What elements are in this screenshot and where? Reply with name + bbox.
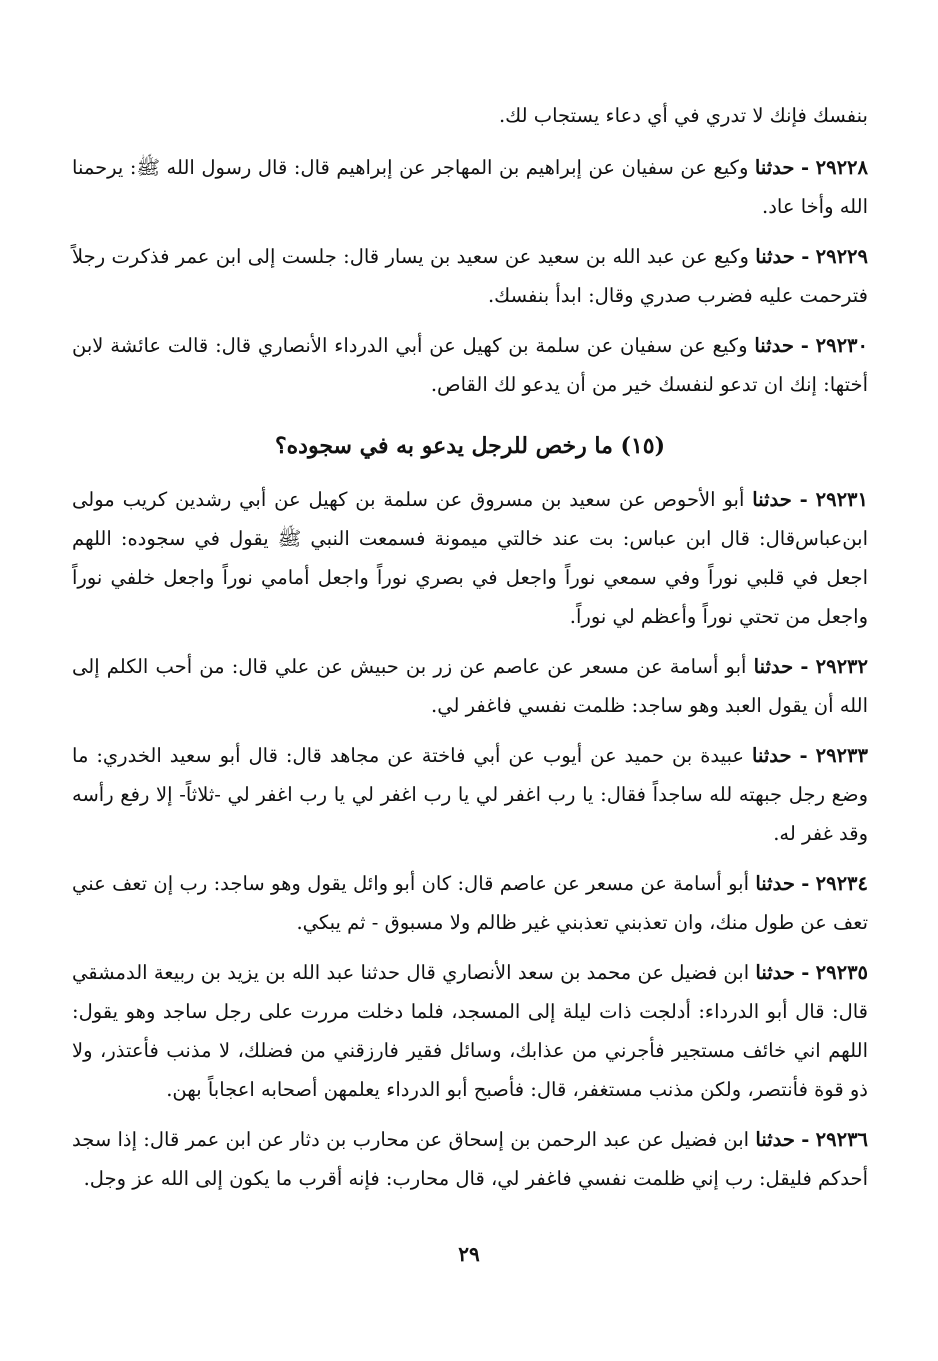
entry-number: ٢٩٢٣٤ (815, 872, 868, 895)
hadith-entry: ٢٩٢٣٣ - حدثنا عبيدة بن حميد عن أيوب عن أبي فاختة عن مجاهد قال: قال أبو سعيد الخدري: ما وضع رجل جبهته لله ساجداً فقال: يا رب اغفر لي يا رب اغفر لي يا رب اغفر لي -ثلاثاً- إلا رفع رأسه وقد غفر له. (72, 744, 868, 845)
hadith-entry: ٢٩٢٣١ - حدثنا أبو الأحوص عن سعيد بن مسروق عن سلمة بن كهيل عن أبي رشدين كريب مولى ابن‌عباس‌قال: قال ابن عباس: بت عند خالتي ميمونة فسمعت النبي ﷺ يقول في سجوده: اللهم اجعل في قلبي نوراً وفي سمعي نوراً واجعل في بصري نوراً واجعل أمامي نوراً واجعل خلفي نوراً واجعل من تحتي نوراً وأعظم لي نوراً. (72, 488, 869, 628)
entries-after (72, 480, 868, 1198)
entry-text: ابن فضيل عن محمد بن سعد الأنصاري قال حدثنا عبد الله بن يزيد بن ربيعة الدمشقي قال: قال أبو الدرداء: أدلجت ذات ليلة إلى المسجد، فلما دخلت مررت على رجل ساجد وهو يقول: اللهم اني خائف مستجير فأجرني من عذابك، وسائل فقير فارزقني من فضلك، لا مذنب فأعتذر، ولا ذو قوة فأنتصر، ولكن مذنب مستغفر، قال: فأصبح أبو الدرداء يعلمهن أصحابه اعجاباً بهن. (72, 961, 868, 1101)
entry-number: ٢٩٢٣٢ (815, 655, 868, 678)
entry-lead: حدثنا (755, 872, 795, 895)
entry-number: ٢٩٢٢٨ (815, 156, 869, 179)
hadith-entry: ٢٩٢٣٥ - حدثنا ابن فضيل عن محمد بن سعد الأنصاري قال حدثنا عبد الله بن يزيد بن ربيعة الدمشقي قال: قال أبو الدرداء: أدلجت ذات ليلة إلى المسجد، فلما دخلت مررت على رجل ساجد وهو يقول: اللهم اني خائف مستجير فأجرني من عذابك، وسائل فقير فارزقني من فضلك، لا مذنب فأعتذر، ولا ذو قوة فأنتصر، ولكن مذنب مستغفر، قال: فأصبح أبو الدرداء يعلمهن أصحابه اعجاباً بهن. (72, 961, 869, 1101)
page-body (72, 96, 868, 1209)
entry-text: ابن فضيل عن عبد الرحمن بن إسحاق عن محارب بن دثار عن ابن عمر قال: إذا سجد أحدكم فليقل: رب إني ظلمت نفسي فاغفر لي، قال محارب: فإنه أقرب ما يكون إلى الله عز وجل. (72, 1128, 868, 1190)
entry-text: أبو أسامة عن مسعر عن عاصم عن زر بن حبيش عن علي قال: من أحب الكلم إلى الله أن يقول العبد وهو ساجد: ظلمت نفسي فاغفر لي. (72, 655, 868, 717)
hadith-entry: ٢٩٢٣٦ - حدثنا ابن فضيل عن عبد الرحمن بن إسحاق عن محارب بن دثار عن ابن عمر قال: إذا سجد أحدكم فليقل: رب إني ظلمت نفسي فاغفر لي، قال محارب: فإنه أقرب ما يكون إلى الله عز وجل. (72, 1128, 869, 1190)
entry-number: ٢٩٢٢٩ (815, 245, 868, 268)
entry-lead: حدثنا (755, 245, 795, 268)
entries-before (72, 148, 868, 404)
hadith-entry: ٢٩٢٢٩ - حدثنا وكيع عن عبد الله بن سعيد عن سعيد بن يسار قال: جلست إلى ابن عمر فذكرت رجلاً فترحمت عليه فضرب صدري وقال: ابدأ بنفسك. (72, 245, 868, 307)
section-heading: (١٥) ما رخص للرجل يدعو به في سجوده؟ (274, 433, 666, 459)
entry-text: أبو الأحوص عن سعيد بن مسروق عن سلمة بن كهيل عن أبي رشدين كريب مولى ابن‌عباس‌قال: قال ابن عباس: بت عند خالتي ميمونة فسمعت النبي ﷺ يقول في سجوده: اللهم اجعل في قلبي نوراً وفي سمعي نوراً واجعل في بصري نوراً واجعل أمامي نوراً واجعل خلفي نوراً واجعل من تحتي نوراً وأعظم لي نوراً. (72, 488, 868, 628)
entry-lead: حدثنا (755, 1128, 795, 1151)
entry-text: وكيع عن سفيان عن سلمة بن كهيل عن أبي الدرداء الأنصاري قال: قالت عائشة لابن أختها: إنك ان تدعو لنفسك خير من أن يدعو لك القاص. (72, 334, 868, 396)
entry-lead: حدثنا (754, 156, 795, 179)
hadith-entry: ٢٩٢٣٠ - حدثنا وكيع عن سفيان عن سلمة بن كهيل عن أبي الدرداء الأنصاري قال: قالت عائشة لابن أختها: إنك ان تدعو لنفسك خير من أن يدعو لك القاص. (72, 334, 868, 396)
entry-lead: حدثنا (753, 655, 794, 678)
entry-number: ٢٩٢٣٦ (815, 1128, 869, 1151)
hadith-entry: ٢٩٢٢٨ - حدثنا وكيع عن سفيان عن إبراهيم بن المهاجر عن إبراهيم قال: قال رسول الله ﷺ: يرحمنا الله وأخا عاد. (72, 156, 869, 218)
entry-text: وكيع عن عبد الله بن سعيد عن سعيد بن يسار قال: جلست إلى ابن عمر فذكرت رجلاً فترحمت عليه فضرب صدري وقال: ابدأ بنفسك. (72, 245, 868, 307)
entry-number: ٢٩٢٣٣ (815, 744, 868, 767)
opening-line: بنفسك فإنك لا تدري في أي دعاء يستجاب لك. (498, 104, 868, 127)
entry-text: أبو أسامة عن مسعر عن عاصم قال: كان أبو وائل يقول وهو ساجد: رب إن تعف عني تعف عن طول منك، وان تعذبني تعذبني غير ظالم ولا مسبوق - ثم يبكي. (72, 872, 868, 934)
entry-text: وكيع عن سفيان عن إبراهيم بن المهاجر عن إبراهيم قال: قال رسول الله ﷺ: يرحمنا الله وأخا عاد. (72, 156, 868, 218)
entry-number: ٢٩٢٣٥ (815, 961, 869, 984)
hadith-entry: ٢٩٢٣٢ - حدثنا أبو أسامة عن مسعر عن عاصم عن زر بن حبيش عن علي قال: من أحب الكلم إلى الله أن يقول العبد وهو ساجد: ظلمت نفسي فاغفر لي. (72, 655, 868, 717)
entry-lead: حدثنا (754, 334, 794, 357)
entry-lead: حدثنا (752, 488, 792, 511)
entry-lead: حدثنا (752, 744, 792, 767)
entry-number: ٢٩٢٣١ (815, 488, 869, 511)
entry-text: عبيدة بن حميد عن أيوب عن أبي فاختة عن مجاهد قال: قال أبو سعيد الخدري: ما وضع رجل جبهته لله ساجداً فقال: يا رب اغفر لي يا رب اغفر لي يا رب اغفر لي -ثلاثاً- إلا رفع رأسه وقد غفر له. (72, 744, 868, 845)
entry-number: ٢٩٢٣٠ (815, 334, 868, 357)
entry-lead: حدثنا (755, 961, 795, 984)
page-number: ٢٩ (458, 1242, 480, 1266)
hadith-entry: ٢٩٢٣٤ - حدثنا أبو أسامة عن مسعر عن عاصم قال: كان أبو وائل يقول وهو ساجد: رب إن تعف عني تعف عن طول منك، وان تعذبني تعذبني غير ظالم ولا مسبوق - ثم يبكي. (72, 872, 868, 934)
